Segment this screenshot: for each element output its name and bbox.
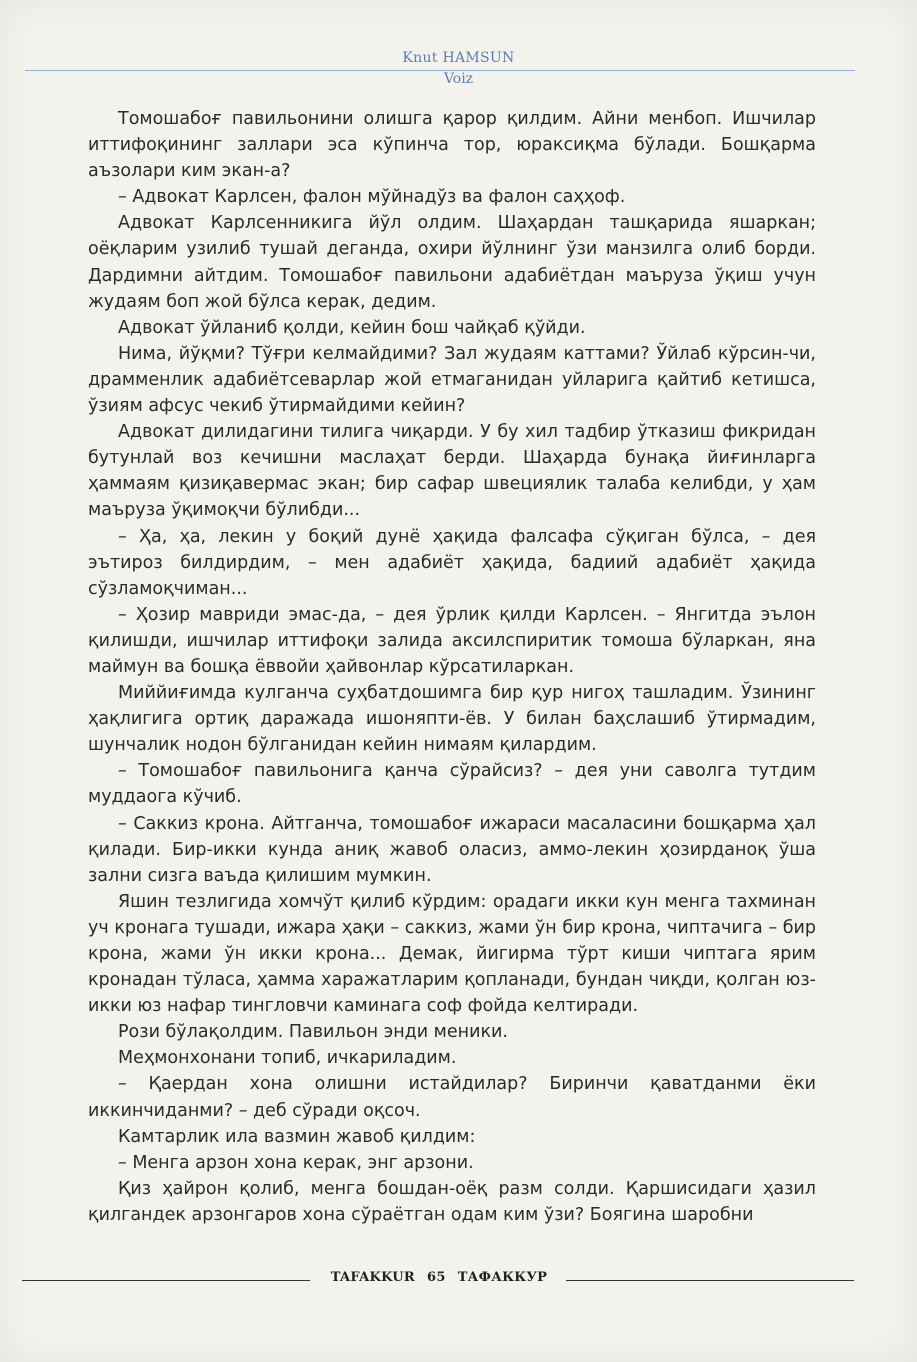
running-header [0, 50, 917, 67]
paragraph: Қиз ҳайрон қолиб, менга бошдан-оёқ разм солди. Қаршисидаги ҳазил қилгандек арзонгаров хона сўраётган одам ким ўзи? Боягина шаробни [88, 1178, 816, 1225]
page-number: 65 [427, 1270, 446, 1285]
paragraph: Адвокат дилидагини тилига чиқарди. У бу хил тадбир ўтказиш фикридан бутунлай воз кечишни маслаҳат берди. Шаҳарда бунақа йиғинларга ҳаммаям қизиқавермас экан; бир сафар швециялик талаба келибди, у ҳам маъруза ўқимоқчи бўлибди... [88, 422, 816, 521]
footer-label [316, 1270, 562, 1285]
footer-magazine-cyrillic: ТАФАККУР [457, 1270, 548, 1285]
paragraph: – Саккиз крона. Айтганча, томошабоғ ижараси масаласини бошқарма ҳал қилади. Бир-икки кунда аниқ жавоб оласиз, аммо-лекин ҳозирданоқ ўша зални сизга ваъда қилишим мумкин. [88, 813, 816, 886]
paragraph: – Менга арзон хона керак, энг арзони. [118, 1152, 474, 1173]
paragraph: Меҳмонхонани топиб, ичкариладим. [118, 1048, 457, 1069]
paragraph: Камтарлик ила вазмин жавоб қилдим: [118, 1126, 476, 1147]
paragraph: – Ҳа, ҳа, лекин у боқий дунё ҳақида фалсафа сўқиган бўлса, – дея эътироз билдирдим, – мен адабиёт ҳақида, бадиий адабиёт ҳақида сўзламоқчиман... [88, 526, 816, 599]
paragraph: – Томошабоғ павильонига қанча сўрайсиз? – дея уни саволга тутдим муддаога кўчиб. [88, 761, 816, 808]
paragraph: Адвокат Карлсенникига йўл олдим. Шаҳардан ташқарида яшаркан; оёқларим узилиб тушай деганда, охири йўлнинг ўзи манзилга олиб борди. Дардимни айтдим. Томошабоғ павильони адабиётдан маъруза ўқиш учун жудаям боп жой бўлса керак, дедим. [88, 213, 816, 312]
header-title: Voiz [443, 71, 474, 87]
paragraph: – Адвокат Карлсен, фалон мўйнадўз ва фалон саҳҳоф. [118, 187, 626, 208]
article-body [88, 106, 816, 1228]
footer-rule-right [566, 1280, 854, 1281]
paragraph: Адвокат ўйланиб қолди, кейин бош чайқаб қўйди. [118, 317, 586, 338]
paragraph: Нима, йўқми? Тўғри келмайдими? Зал жудаям каттами? Ўйлаб кўрсин-чи, драмменлик адабиётсеварлар жой етмаганидан уйларига қайтиб кетишса, ўзиям афсус чекиб ўтирмайдими кейин? [88, 343, 816, 417]
paragraph: Миййиғимда кулганча суҳбатдошимга бир қур нигоҳ ташладим. Ўзининг ҳақлигига ортиқ даражада ишоняпти-ёв. У билан баҳслашиб ўтирмадим, шунчалик нодон бўлганидан кейин нимаям қилардим. [88, 683, 816, 756]
footer-magazine-latin: TAFAKKUR [330, 1270, 415, 1285]
running-footer [0, 1268, 917, 1292]
paragraph: – Ҳозир мавриди эмас-да, – дея ўрлик қилди Карлсен. – Янгитда эълон қилишди, ишчилар иттифоқи залида аксилспиритик томоша бўларкан, яна маймун ва бошқа ёввойи ҳайвонлар кўрсатиларкан. [88, 604, 816, 677]
footer-rule-left [22, 1280, 310, 1281]
header-author: Knut HAMSUN [402, 50, 515, 66]
paragraph: – Қаердан хона олишни истайдилар? Биринчи қаватданми ёки иккинчиданми? – деб сўради оқсоч. [88, 1074, 816, 1121]
paragraph: Рози бўлақолдим. Павильон энди меники. [118, 1022, 508, 1043]
paragraph: Томошабоғ павильонини олишга қарор қилдим. Айни менбоп. Ишчилар иттифоқининг заллари эса кўпинча тор, юраксиқма бўлади. Бошқарма аъзолари ким экан-а? [88, 109, 816, 182]
paragraph: Яшин тезлигида хомчўт қилиб кўрдим: орадаги икки кун менга тахминан уч кронага тушади, ижара ҳақи – саккиз, жами ўн бир крона, чиптачига – бир крона, жами ўн икки крона... Демак, йигирма тўрт киши чиптага ярим кронадан тўласа, ҳамма харажатларим қопланади, бундан чиқди, қолган юз-икки юз нафар тингловчи каминага соф фойда келтиради. [88, 891, 816, 1017]
